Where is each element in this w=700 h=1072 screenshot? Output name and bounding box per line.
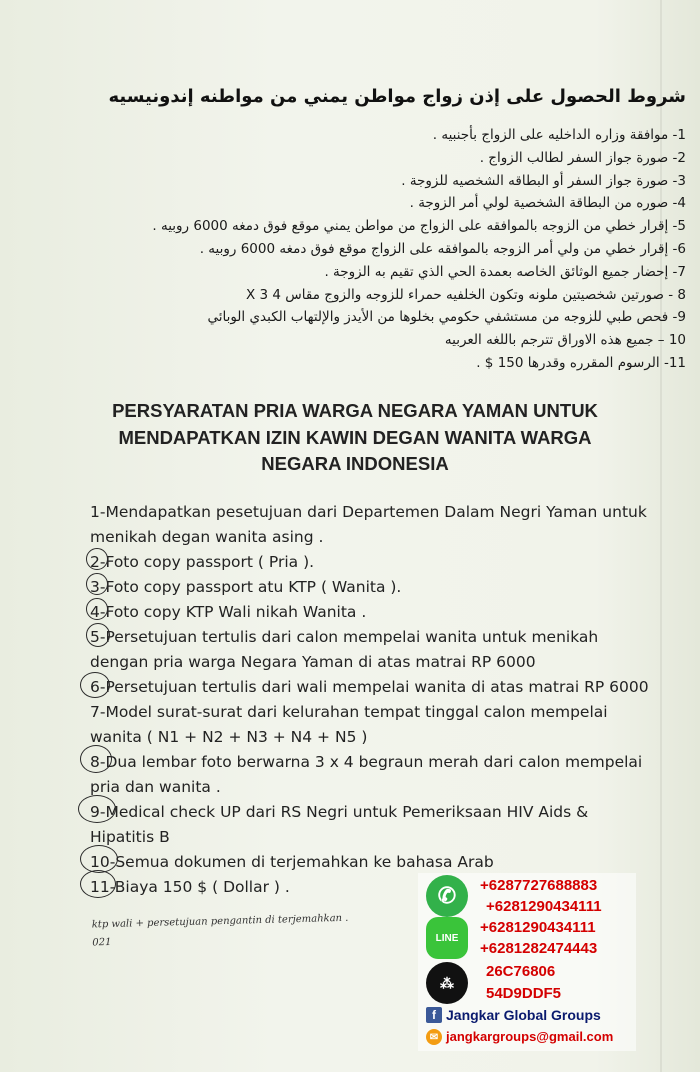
facebook-name: Jangkar Global Groups (446, 1007, 601, 1023)
requirement-line: 11-Biaya 150 $ ( Dollar ) . (90, 878, 290, 896)
facebook-icon: f (426, 1007, 442, 1023)
indonesian-title-line: NEGARA INDONESIA (261, 453, 449, 474)
arabic-item: 2- صورة جواز السفر لطالب الزواج . (479, 149, 686, 166)
email-address: jangkargroups@gmail.com (446, 1029, 614, 1044)
handwritten-note-line: ktp wali + persetujuan pengantin di terjemahkan . (91, 912, 349, 931)
arabic-item: 3- صورة جواز السفر أو البطاقه الشخصيه للزوجة . (401, 172, 686, 189)
requirement-line: 1-Mendapatkan pesetujuan dari Departemen Dalam Negri Yaman untuk (90, 503, 647, 521)
bbm-pin: 26C76806 (486, 963, 556, 980)
indonesian-title (60, 398, 650, 478)
arabic-item: 7- إحضار جميع الوثائق الخاصه بعمدة الحي الذي تقيم به الزوجة . (324, 263, 686, 280)
whatsapp-icon: ✆ (426, 875, 468, 917)
requirement-line: dengan pria warga Negara Yaman di atas matrai RP 6000 (90, 653, 536, 671)
email-icon: ✉ (426, 1029, 442, 1045)
requirement-line: 10-Semua dokumen di terjemahkan ke bahasa Arab (90, 853, 494, 871)
requirement-line: 3-Foto copy passport atu KTP ( Wanita ). (90, 578, 402, 596)
requirement-line: 9-Medical check UP dari RS Negri untuk Pemeriksaan HIV Aids & (90, 803, 589, 821)
requirement-line: 6-Persetujuan tertulis dari wali mempelai wanita di atas matrai RP 6000 (90, 678, 649, 696)
arabic-item: 4- صوره من البطاقة الشخصية لولي أمر الزوجة . (409, 195, 686, 212)
requirement-line: Hipatitis B (90, 828, 170, 846)
indonesian-title-line: PERSYARATAN PRIA WARGA NEGARA YAMAN UNTUK (112, 400, 598, 421)
handwritten-note-line: 021 (92, 936, 112, 949)
requirement-line: 4-Foto copy KTP Wali nikah Wanita . (90, 603, 367, 621)
requirement-line: 2-Foto copy passport ( Pria ). (90, 553, 315, 571)
requirement-line: menikah degan wanita asing . (90, 528, 324, 546)
arabic-item: 5- إقرار خطي من الزوجه بالموافقه على الزواج من مواطن يمني موقع فوق دمغه 6000 روبيه . (152, 218, 686, 235)
indonesian-requirements-list (90, 500, 690, 900)
bbm-pin: 54D9DDF5 (486, 985, 562, 1002)
requirement-line: wanita ( N1 + N2 + N3 + N4 + N5 ) (90, 728, 368, 746)
requirement-line: 7-Model surat-surat dari kelurahan tempat tinggal calon mempelai (90, 703, 608, 721)
arabic-title: شروط الحصول على إذن زواج مواطن يمني من مواطنه إندونيسيه (108, 86, 686, 107)
requirement-line: 8-Dua lembar foto berwarna 3 x 4 begraun merah dari calon mempelai (90, 753, 643, 771)
arabic-item: 11- الرسوم المقرره وقدرها 150 $ . (476, 354, 686, 371)
line-number: +6281290434111 (480, 919, 596, 936)
line-number: +6281282474443 (480, 940, 598, 957)
whatsapp-number: +6281290434111 (486, 898, 602, 915)
arabic-requirements-list (26, 124, 686, 375)
requirement-line: 5-Persetujuan tertulis dari calon mempelai wanita untuk menikah (90, 628, 599, 646)
requirement-line: pria dan wanita . (90, 778, 221, 796)
line-icon: LINE (426, 917, 468, 959)
indonesian-title-line: MENDAPATKAN IZIN KAWIN DEGAN WANITA WARGA (118, 426, 592, 448)
arabic-item: 9- فحص طبي للزوجه من مستشفي حكومي بخلوها من الأيدز والإلتهاب الكبدي الوبائي (207, 309, 686, 326)
arabic-item: 10 – جميع هذه الاوراق تترجم باللغه العربيه (444, 332, 686, 349)
arabic-item: 6- إقرار خطي من ولي أمر الزوجه بالموافقه على الزواج موقع فوق دمغه 6000 روبيه . (199, 240, 686, 257)
blackberry-icon: ⁂ (426, 962, 468, 1004)
arabic-item: 8 - صورتين شخصيتين ملونه وتكون الخلفيه حمراء للزوجه والزوج مقاس 4 X 3 (245, 286, 686, 303)
arabic-item: 1- موافقة وزاره الداخليه على الزواج بأجنبيه . (432, 127, 686, 143)
whatsapp-number: +6287727688883 (480, 877, 598, 894)
